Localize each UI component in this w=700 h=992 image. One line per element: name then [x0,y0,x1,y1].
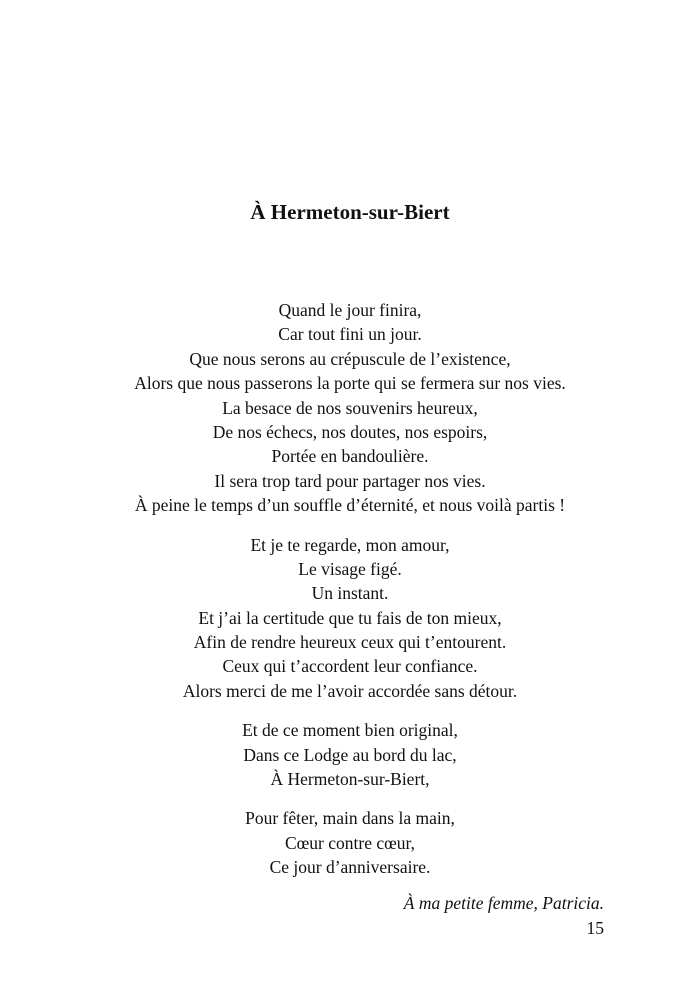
stanza-1 [0,298,700,518]
poem-line: Afin de rendre heureux ceux qui t’entourent. [193,632,507,653]
poem-line: Et j’ai la certitude que tu fais de ton mieux, [198,607,502,628]
page-title: À Hermeton-sur-Biert [250,200,450,224]
page-number: 15 [586,918,604,938]
poem-line: Pour fêter, main dans la main, [245,808,455,829]
poem-line: Quand le jour finira, [278,300,422,320]
poem-line: Alors merci de me l’avoir accordée sans détour. [182,680,518,701]
poem-line: À Hermeton-sur-Biert, [270,769,430,790]
poem-line: Que nous serons au crépuscule de l’existence, [189,348,511,369]
stanza-2 [0,533,700,704]
poem-line: Alors que nous passerons la porte qui se fermera sur nos vies. [134,373,566,394]
poem-line: Ceux qui t’accordent leur confiance. [222,656,478,677]
poem-line: Et de ce moment bien original, [242,720,458,741]
poem-line: Un instant. [311,583,389,604]
poem-line: Car tout fini un jour. [278,324,422,345]
dedication: À ma petite femme, Patricia. [403,893,604,913]
poem-line: La besace de nos souvenirs heureux, [222,397,478,418]
poem-line: Il sera trop tard pour partager nos vies. [214,470,486,491]
stanza-3 [0,718,700,791]
poem-line: Portée en bandoulière. [271,446,429,467]
poem-line: À peine le temps d’un souffle d’éternité, et nous voilà partis ! [134,495,566,516]
poem-line: Ce jour d’anniversaire. [269,857,431,878]
poem-line: Cœur contre cœur, [284,832,416,853]
poem-body [0,298,700,895]
poem-line: De nos échecs, nos doutes, nos espoirs, [212,421,488,442]
poem-line: Et je te regarde, mon amour, [250,534,450,555]
poem-line: Dans ce Lodge au bord du lac, [243,744,457,765]
stanza-4 [0,806,700,879]
poem-line: Le visage figé. [298,558,402,579]
